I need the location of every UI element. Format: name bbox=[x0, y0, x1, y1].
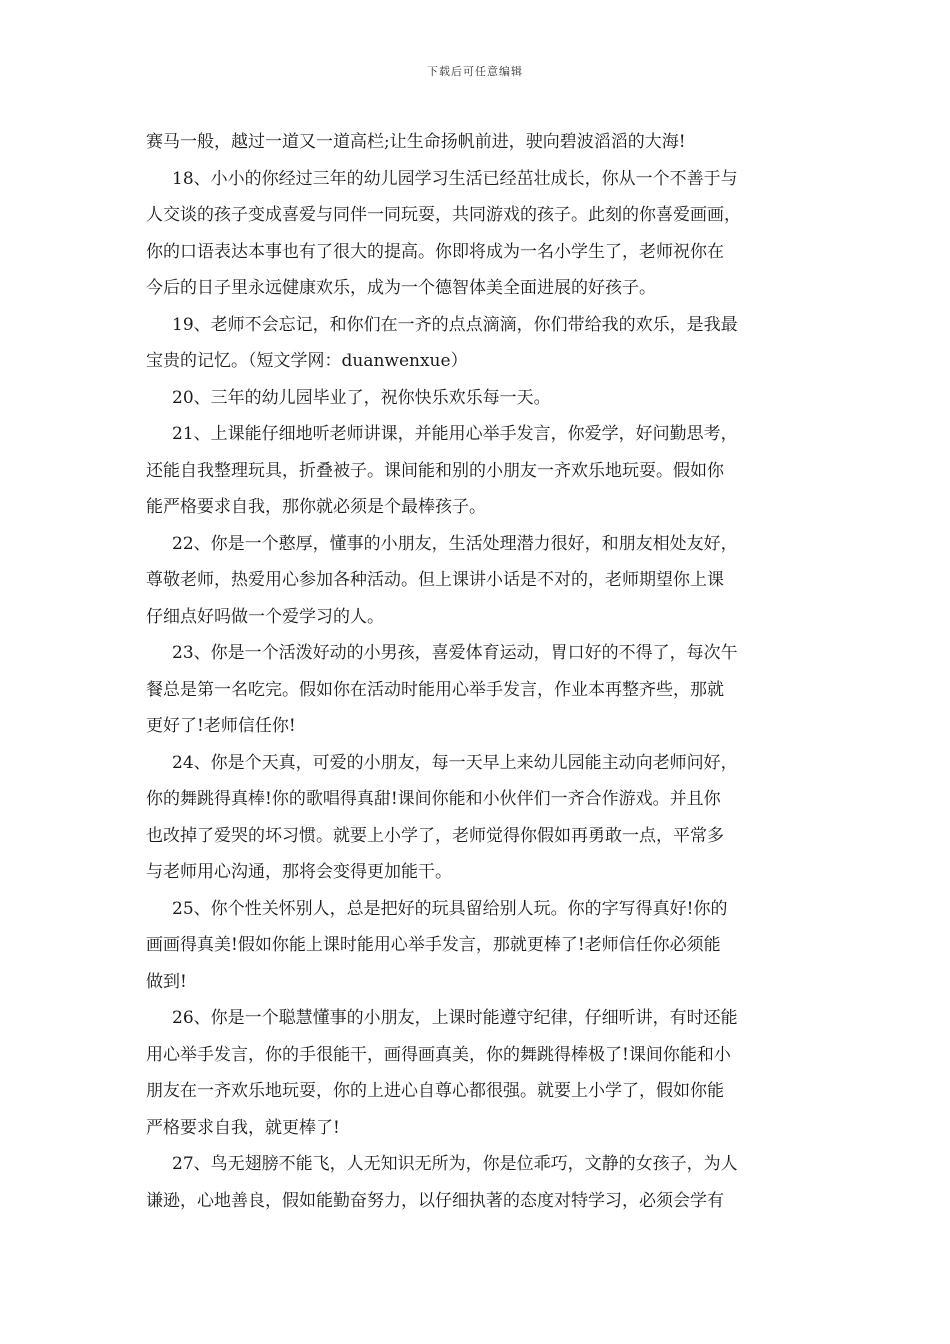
text-line: 用心举手发言，你的手很能干，画得画真美，你的舞跳得棒极了!课间你能和小 bbox=[146, 1044, 731, 1065]
text-line: 23、你是一个活泼好动的小男孩，喜爱体育运动，胃口好的不得了，每次午 bbox=[172, 643, 738, 663]
text-line: 朋友在一齐欢乐地玩耍，你的上进心自尊心都很强。就要上小学了，假如你能 bbox=[146, 1081, 724, 1101]
text-line: 21、上课能仔细地听老师讲课，并能用心举手发言，你爱学，好问勤思考， bbox=[172, 424, 738, 444]
page-header-caption: 下载后可任意编辑 bbox=[427, 65, 523, 78]
text-line: 餐总是第一名吃完。假如你在活动时能用心举手发言，作业本再整齐些，那就 bbox=[146, 679, 724, 700]
text-line: 今后的日子里永远健康欢乐，成为一个德智体美全面进展的好孩子。 bbox=[146, 278, 656, 298]
text-line: 你的口语表达本事也有了很大的提高。你即将成为一名小学生了，老师祝你在 bbox=[146, 241, 724, 262]
text-line: 25、你个性关怀别人，总是把好的玩具留给别人玩。你的字写得真好!你的 bbox=[172, 898, 728, 919]
text-line: 尊敬老师，热爱用心参加各种活动。但上课讲小话是不对的，老师期望你上课 bbox=[146, 570, 724, 590]
text-line: 20、三年的幼儿园毕业了，祝你快乐欢乐每一天。 bbox=[172, 387, 551, 408]
text-line: 27、鸟无翅膀不能飞，人无知识无所为，你是位乖巧，文静的女孩子，为人 bbox=[172, 1154, 738, 1174]
text-line: 18、小小的你经过三年的幼儿园学习生活已经茁壮成长，你从一个不善于与 bbox=[172, 168, 738, 189]
text-line: 还能自我整理玩具，折叠被子。课间能和别的小朋友一齐欢乐地玩耍。假如你 bbox=[146, 460, 724, 481]
text-line: 24、你是个天真，可爱的小朋友，每一天早上来幼儿园能主动向老师问好， bbox=[172, 752, 738, 773]
text-line: 22、你是一个憨厚，懂事的小朋友，生活处理潜力很好，和朋友相处友好， bbox=[172, 533, 738, 554]
text-line: 26、你是一个聪慧懂事的小朋友，上课时能遵守纪律，仔细听讲，有时还能 bbox=[172, 1008, 738, 1028]
text-line: 更好了!老师信任你! bbox=[146, 716, 296, 736]
text-line: 做到! bbox=[146, 971, 187, 992]
text-line: 画画得真美!假如你能上课时能用心举手发言，那就更棒了!老师信任你必须能 bbox=[146, 935, 721, 955]
text-line: 能严格要求自我，那你就必须是个最棒孩子。 bbox=[146, 497, 486, 517]
text-line: 19、老师不会忘记，和你们在一齐的点点滴滴，你们带给我的欢乐，是我最 bbox=[172, 314, 738, 335]
text-line: 宝贵的记忆。（短文学网：duanwenxue） bbox=[146, 351, 468, 371]
text-line: 赛马一般，越过一道又一道高栏;让生命扬帆前进，驶向碧波滔滔的大海! bbox=[146, 132, 686, 152]
text-line: 与老师用心沟通，那将会变得更加能干。 bbox=[146, 862, 452, 882]
text-line: 也改掉了爱哭的坏习惯。就要上小学了，老师觉得你假如再勇敢一点，平常多 bbox=[146, 825, 724, 846]
text-line: 谦逊，心地善良，假如能勤奋努力，以仔细执著的态度对特学习，必须会学有 bbox=[146, 1190, 724, 1211]
text-line: 人交谈的孩子变成喜爱与同伴一同玩耍，共同游戏的孩子。此刻的你喜爱画画， bbox=[146, 205, 741, 225]
text-line: 你的舞跳得真棒!你的歌唱得真甜!课间你能和小伙伴们一齐合作游戏。并且你 bbox=[146, 789, 721, 809]
text-line: 仔细点好吗做一个爱学习的人。 bbox=[146, 606, 384, 627]
document-body bbox=[146, 124, 810, 1219]
text-line: 严格要求自我，就更棒了! bbox=[146, 1117, 340, 1138]
